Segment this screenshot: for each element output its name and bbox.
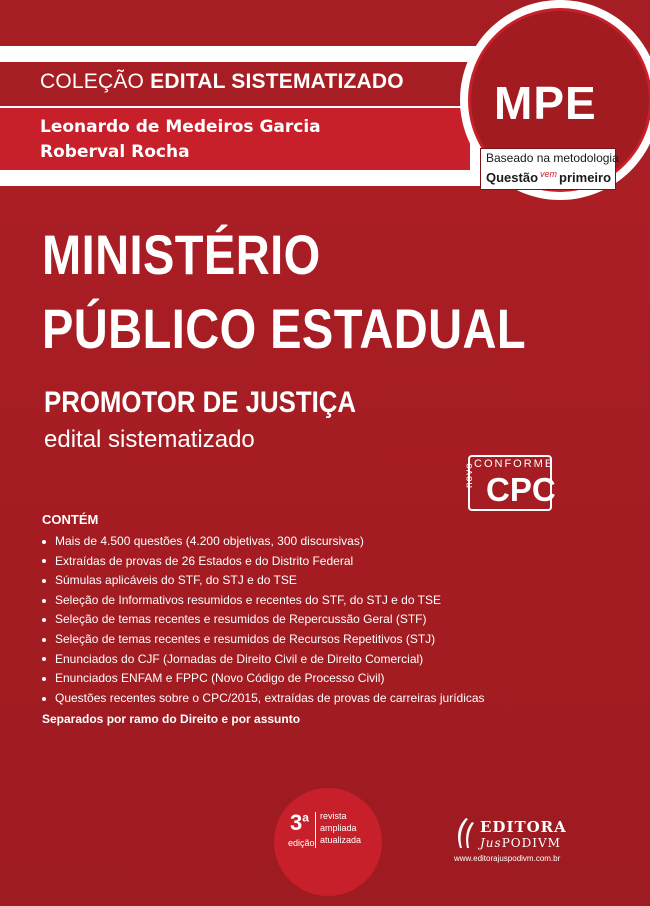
method-line: Baseado na metodologia	[486, 151, 619, 165]
list-item: Súmulas aplicáveis do STF, do STJ e do TSE	[42, 571, 485, 591]
list-item: Seleção de temas recentes e resumidos de Repercussão Geral (STF)	[42, 610, 485, 630]
author-name: Roberval Rocha	[40, 142, 190, 162]
list-item: Questões recentes sobre o CPC/2015, extraídas de provas de carreiras jurídicas	[42, 689, 485, 709]
cpc-stamp-top: CONFORME	[474, 458, 555, 470]
mpe-label: MPE	[494, 77, 597, 129]
publisher-logo-icon	[452, 816, 476, 850]
collection-title: COLEÇÃO EDITAL SISTEMATIZADO	[40, 70, 404, 93]
method-slogan: Questão $^{vem}$ primeiro	[486, 169, 612, 185]
book-title-line: PÚBLICO ESTADUAL	[42, 297, 527, 360]
edition-number: 3$^a$	[290, 810, 309, 835]
list-item: Mais de 4.500 questões (4.200 objetivas, 300 discursivas)	[42, 532, 485, 552]
edition-divider	[315, 812, 316, 848]
bullet-icon	[42, 579, 46, 583]
bullet-icon	[42, 599, 46, 603]
list-item: Seleção de temas recentes e resumidos de Recursos Repetitivos (STJ)	[42, 630, 485, 650]
bullet-icon	[42, 638, 46, 642]
contents-list	[42, 532, 485, 708]
bullet-icon	[42, 540, 46, 544]
edition-word: edição	[288, 838, 315, 848]
list-item: Seleção de Informativos resumidos e recentes do STF, do STJ e do TSE	[42, 591, 485, 611]
bullet-icon	[42, 677, 46, 681]
publisher-name: EDITORA	[480, 818, 567, 836]
bullet-icon	[42, 559, 46, 563]
publisher-url: www.editorajuspodivm.com.br	[454, 854, 561, 863]
publisher-subname: JusPODIVM	[480, 836, 561, 850]
book-subtitle: PROMOTOR DE JUSTIÇA	[44, 386, 357, 419]
list-item: Enunciados do CJF (Jornadas de Direito Civil e de Direito Comercial)	[42, 650, 485, 670]
bullet-icon	[42, 657, 46, 661]
contents-heading: CONTÉM	[42, 512, 99, 527]
bullet-icon	[42, 618, 46, 622]
author-name: Leonardo de Medeiros Garcia	[40, 117, 321, 137]
bullet-icon	[42, 697, 46, 701]
edition-notes: revista ampliada atualizada	[320, 811, 362, 845]
cpc-stamp-side: novo	[464, 462, 475, 488]
book-title-line: MINISTÉRIO	[42, 223, 321, 286]
contents-footer: Separados por ramo do Direito e por assunto	[42, 712, 301, 726]
book-subtitle-secondary: edital sistematizado	[44, 426, 255, 453]
cpc-stamp-main: CPC	[486, 471, 556, 508]
list-item: Enunciados ENFAM e FPPC (Novo Código de Processo Civil)	[42, 669, 485, 689]
list-item: Extraídas de provas de 26 Estados e do Distrito Federal	[42, 552, 485, 572]
